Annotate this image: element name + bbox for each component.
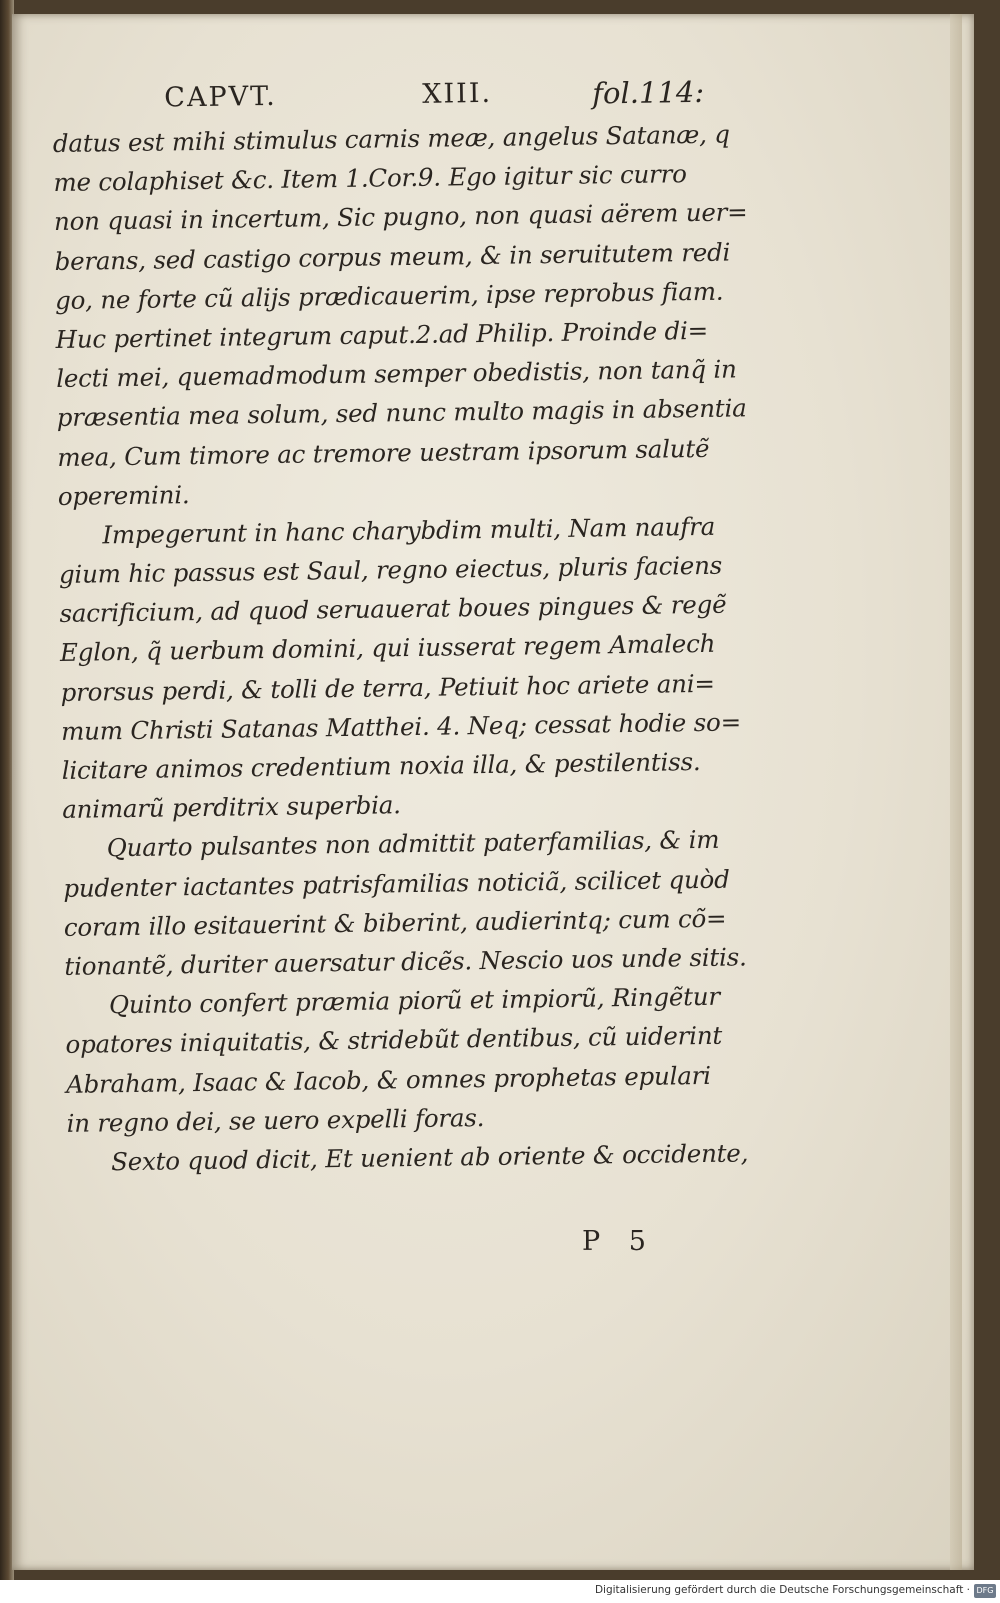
text-line: Abraham, Isaac & Iacob, & omnes prophetas epulari [65, 1060, 711, 1099]
running-head-caput: CAPVT. [164, 80, 277, 114]
text-line: pudenter iactantes patrisfamilias noticiã, scilicet quòd [63, 864, 730, 903]
text-line: Impegerunt in hanc charybdim multi, Nam naufra [102, 511, 716, 550]
text-line: opatores iniquitatis, & stridebũt dentibus, cũ uiderint [65, 1021, 723, 1060]
text-line: operemini. [57, 479, 190, 511]
text-line: gium hic passus est Saul, regno eiectus, pluris faciens [58, 550, 723, 590]
text-line: non quasi in incertum, Sic pugno, non quasi aërem uer= [53, 197, 748, 237]
text-line: go, ne forte cũ alijs prædicauerim, ipse reprobus fiam. [54, 276, 724, 315]
text-line: Quarto pulsantes non admittit paterfamilias, & im [106, 825, 720, 863]
text-line: sacrificium, ad quod seruauerat boues pingues & regẽ [59, 589, 727, 629]
page-fore-edge [950, 14, 962, 1570]
text-line: mea, Cum timore ac tremore uestram ipsorum salutẽ [57, 433, 710, 472]
running-head-chapter-number: XIII. [422, 77, 493, 110]
text-lines [53, 114, 758, 1182]
signature-mark: P 5 [582, 1226, 656, 1257]
text-line: Quinto confert præmia piorũ et impiorũ, Ringẽtur [108, 981, 721, 1020]
footer-credit: Digitalisierung gefördert durch die Deutsche Forschungsgemeinschaft · [594, 1584, 970, 1596]
text-line: coram illo esitauerint & biberint, audierintq; cum cõ= [63, 903, 727, 942]
running-head-folio: fol.114: [592, 74, 705, 111]
text-line: mum Christi Satanas Matthei. 4. Neq; cessat hodie so= [60, 707, 742, 746]
text-line: prorsus perdi, & tolli de terra, Petiuit hoc ariete ani= [60, 668, 715, 707]
page-text-block [52, 66, 757, 1182]
text-line: Huc pertinet integrum caput.2.ad Philip. Proinde di= [55, 315, 709, 354]
text-line: licitare animos credentium noxia illa, & pestilentiss. [61, 747, 701, 785]
text-line: tionantẽ, duriter auersatur dicẽs. Nescio uos unde sitis. [64, 942, 747, 981]
text-line: berans, sed castigo corpus meum, & in seruitutem redi [54, 237, 731, 276]
text-line: Eglon, q̃ uerbum domini, qui iusserat regem Amalech [59, 629, 716, 668]
text-line: Sexto quod dicit, Et uenient ab oriente & occidente, [110, 1138, 749, 1177]
running-head [52, 66, 743, 124]
text-line: datus est mihi stimulus carnis meæ, angelus Satanæ, q [52, 119, 730, 158]
text-line: lecti mei, quemadmodum semper obedistis, non tanq̃ in [56, 354, 737, 394]
footer-bar [0, 1580, 1000, 1603]
text-line: me colaphiset &c. Item 1.Cor.9. Ego igitur sic curro [53, 159, 687, 198]
text-line: præsentia mea solum, sed nunc multo magis in absentia [56, 393, 747, 433]
dfg-logo: DFG [974, 1584, 996, 1598]
text-line: in regno dei, se uero expelli foras. [66, 1102, 485, 1138]
text-line: animarũ perditrix superbia. [62, 790, 401, 825]
